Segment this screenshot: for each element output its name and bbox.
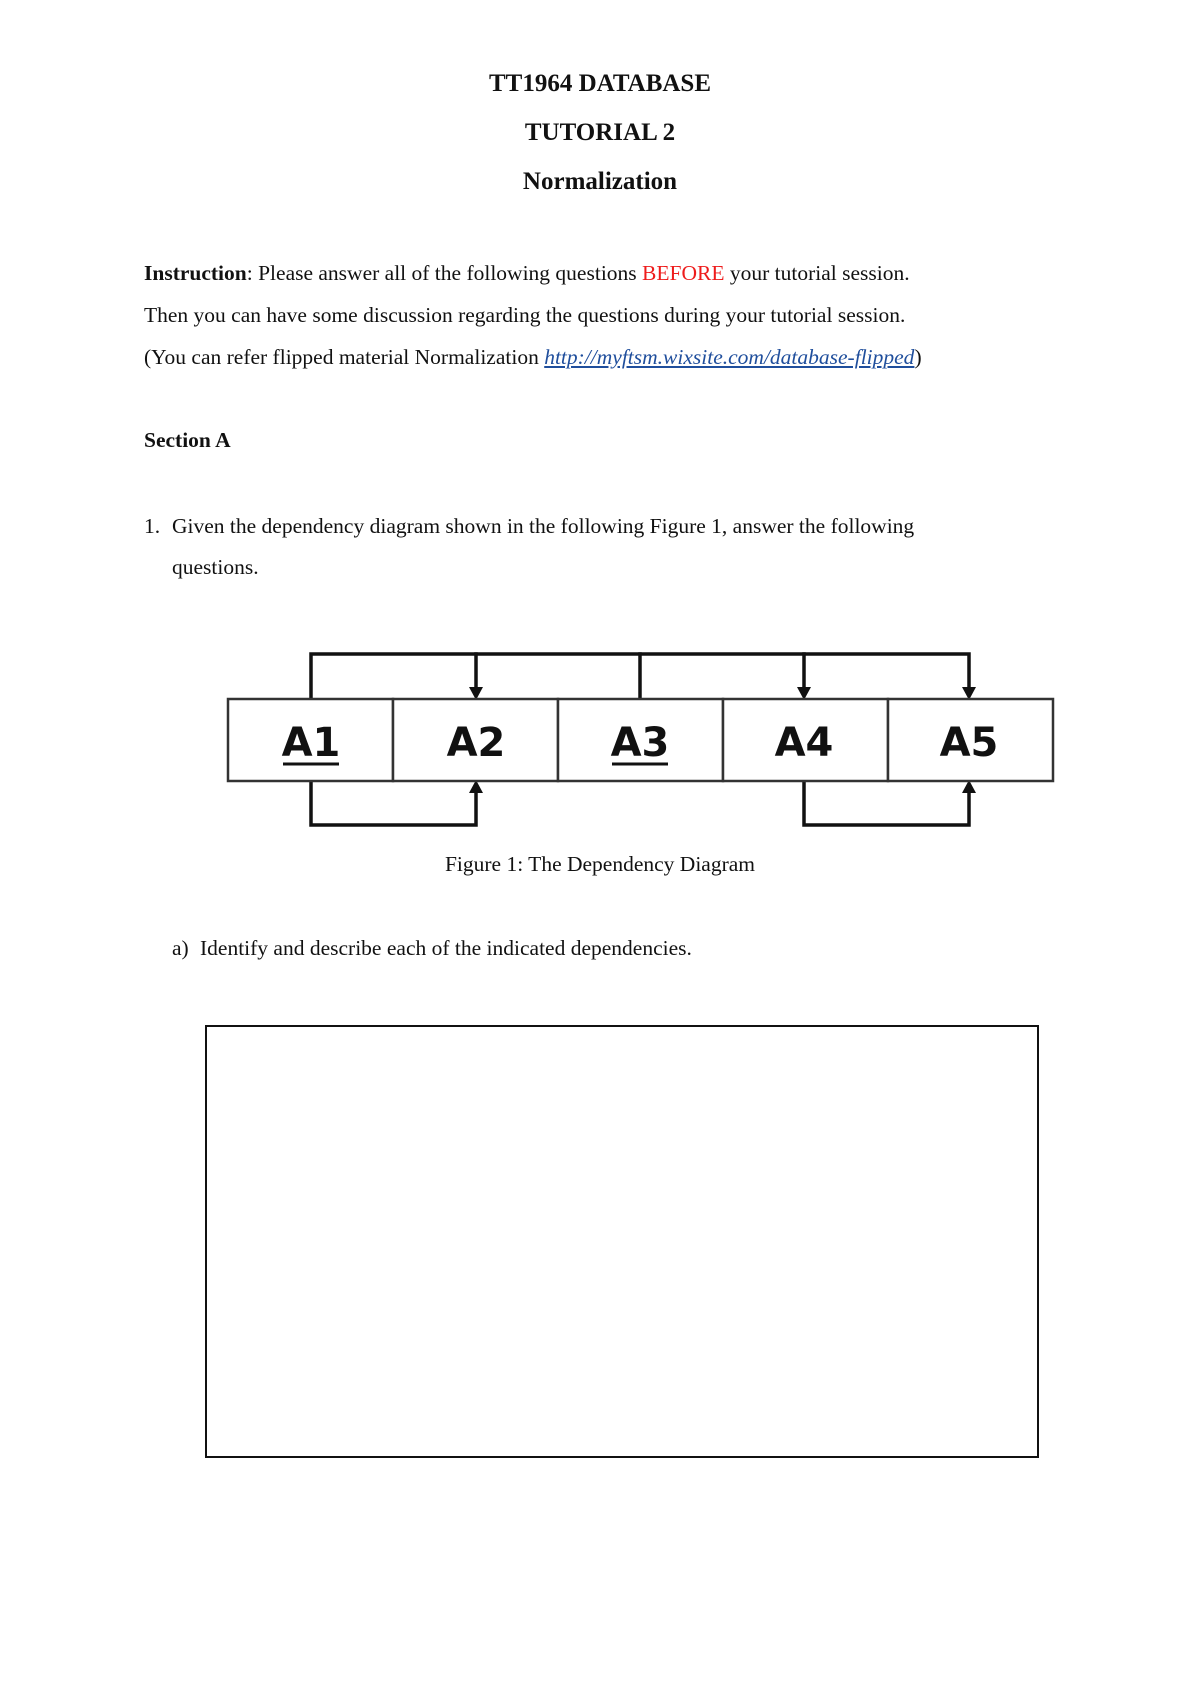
figure-caption: Figure 1: The Dependency Diagram	[444, 852, 756, 876]
question-1-text-cont: questions.	[172, 555, 259, 579]
instruction-label: Instruction	[144, 261, 247, 285]
flipped-material-link[interactable]: http://myftsm.wixsite.com/database-flipped	[544, 345, 915, 369]
bottom-dependency-a4-a5	[804, 780, 969, 825]
attribute-label-a4: A4	[774, 720, 834, 766]
subquestion-a-text: Identify and describe each of the indicated dependencies.	[200, 936, 692, 960]
subquestion-a-label: a)	[172, 936, 189, 960]
instruction-line-3-prefix: (You can refer flipped material Normalization	[144, 345, 545, 369]
attribute-label-a1: A1	[281, 720, 341, 766]
instruction-line-2: Then you can have some discussion regarding the questions during your tutorial session.	[144, 303, 906, 327]
instruction-line-3-suffix: )	[914, 345, 922, 369]
question-1-text: Given the dependency diagram shown in the following Figure 1, answer the following	[172, 514, 915, 538]
course-title: TT1964 DATABASE	[488, 70, 712, 97]
instruction-colon: :	[246, 261, 253, 285]
attribute-label-a2: A2	[446, 720, 506, 766]
instruction-text-2: your tutorial session.	[724, 261, 910, 285]
answer-box[interactable]	[205, 1025, 1039, 1458]
tutorial-title: TUTORIAL 2	[524, 119, 676, 146]
before-emphasis: BEFORE	[642, 261, 725, 285]
subquestion-a	[172, 936, 692, 961]
section-title: Section A	[144, 428, 231, 452]
attribute-label-a5: A5	[939, 720, 999, 766]
attribute-label-a3: A3	[610, 720, 670, 766]
instruction-text-1: Please answer all of the following questions	[252, 261, 643, 285]
topic-title: Normalization	[522, 168, 678, 195]
bottom-dependency-a1-a2	[311, 780, 476, 825]
question-number: 1.	[144, 514, 161, 538]
